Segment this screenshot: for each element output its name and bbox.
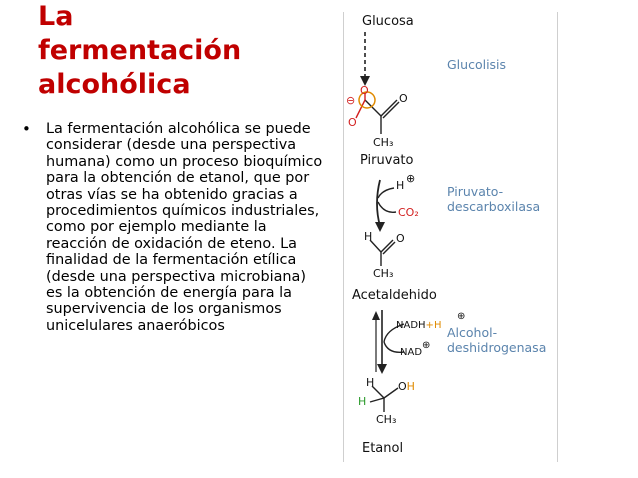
co2-release-curve [378, 202, 396, 212]
atom-methyl: CH₃ [373, 136, 394, 149]
bullet-marker: • [22, 120, 31, 138]
enzyme-glucolisis: Glucolisis [447, 57, 507, 72]
ethanol-bond [370, 398, 384, 402]
atom-hydrogen: H [364, 230, 373, 243]
dehydrogenase-arrowhead-up [372, 311, 380, 320]
slide-title: La fermentación alcohólica [38, 1, 242, 100]
pyruvate-bond [356, 100, 365, 118]
atom-oxygen: O [360, 84, 369, 97]
cofactor-nadh-group [396, 320, 441, 331]
pyruvate-bond [383, 102, 399, 118]
atom-methyl: CH₃ [373, 267, 394, 280]
cofactor-nad: NAD [400, 347, 423, 358]
enzyme-piruvato-descarboxilasa: Piruvato- descarboxilasa [447, 184, 541, 214]
compound-acetaldehido: Acetaldehido [352, 288, 437, 303]
dehydrogenase-arrowhead-down [377, 364, 387, 374]
atom-oxygen: O [398, 380, 407, 393]
enzyme-alcohol-deshidrogenasa: Alcohol- deshidrogenasa [447, 325, 547, 355]
compound-etanol: Etanol [362, 441, 404, 456]
charge-plus: ⊕ [457, 311, 466, 322]
charge-minus: ⊖ [346, 94, 356, 107]
compound-glucosa: Glucosa [362, 14, 414, 29]
cofactor-nadh: NADH [396, 320, 426, 331]
group-hydroxyl [398, 380, 415, 393]
h-in-curve [378, 188, 394, 198]
molecule-co2: CO₂ [398, 206, 419, 219]
plus-sign: + [425, 320, 434, 331]
atom-oxygen: O [348, 116, 357, 129]
compound-piruvato: Piruvato [360, 153, 414, 168]
atom-hydrogen: H [406, 380, 415, 393]
ethanol-bond [384, 388, 398, 398]
pyruvate-bond [381, 100, 397, 116]
decarboxylase-arrowhead [375, 222, 385, 232]
atom-oxygen: O [399, 92, 408, 105]
atom-proton: H [396, 179, 405, 192]
pathway-drawing [344, 12, 557, 462]
atom-methyl: CH₃ [376, 413, 397, 426]
bullet-paragraph: La fermentación alcohólica se puede considerar (desde una perspectiva humana) como un proceso bioquímico para la obtención de etanol, que por otras vías se ha obtenido gracias a procedimientos químicos industriales, como por ejemplo mediante la reacción de oxidación de eteno. La finalidad de la fermentación etílica (desde una perspectiva microbiana) es la obtención de energía para la supervivencia de los organismos unicelulares anaeróbicos [46, 121, 323, 334]
atom-hydrogen: H [358, 395, 367, 408]
atom-hydrogen: H [366, 376, 375, 389]
charge-plus: ⊕ [406, 172, 416, 185]
charge-plus: ⊕ [422, 340, 431, 351]
atom-oxygen: O [396, 232, 405, 245]
atom-proton: H [433, 320, 442, 331]
fermentation-pathway-diagram [343, 12, 558, 462]
